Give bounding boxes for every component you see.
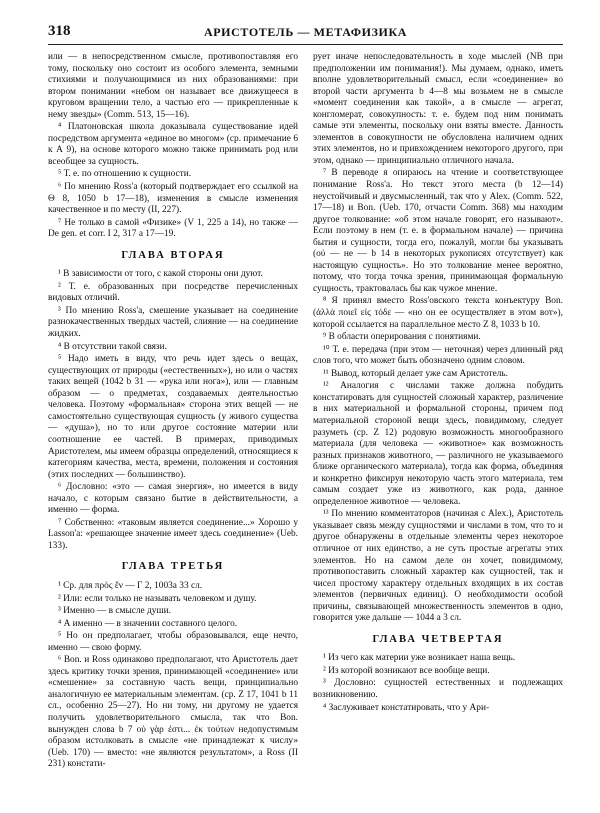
ch4-note-3: ³ Дословно: сущностей естественных и подлежащих возникновению. bbox=[313, 678, 563, 700]
ch3-note-4: ⁴ А именно — в значении составного целого. bbox=[58, 618, 238, 629]
ch3-note-2: ² Или: если только не называть человеком и душу. bbox=[58, 593, 257, 604]
ch4-note-1: ¹ Из чего как материи уже возникает наша вещь. bbox=[323, 653, 516, 664]
ch3-note-6: ⁶ Bon. и Ross одинаково предполагают, что Аристотель дает здесь критику точки зрения, принимающей «соединение» или «смешение» за составную часть вещи, принципиально аналогичную ее материальным элементам. (ср. Z 17, 1041 b 11 сл., особенно 25—27). Но ни тому, ни другому не удается получить удовлетворительного смысла, так что Bon. вынужден слова b 7 οὐ γὰρ ἐστι... ἐκ τούτων недопустимым образом истолковать в смысле «не принадлежат к числу» (Ueb. 170) — вместо: «не являются результатом», а Ross (II 231) констати- bbox=[48, 655, 298, 770]
ch2-note-6: ⁶ Дословно: «это — самая энергия», но имеется в виду начало, с которым связано бытие в действительности, а именно — форма. bbox=[48, 482, 298, 516]
running-header bbox=[48, 20, 563, 45]
chapter-heading-3: ГЛАВА ТРЕТЬЯ bbox=[121, 561, 225, 573]
note-continuation-right: рует иначе непоследовательность в ходе мыслей (NB при предположении им понимания!). Мы думаем, однако, иметь вполне удовлетворительный смысл, если «соединение» во второй части аргумента b 4—8 мы возьмем не в смысле «момент соединения как такой», а в смысле — агрегат, конгломерат, совокупность: т. е. будем под ним понимать самые эти элементы, поскольку они взяты вместе. Данность элементов в совокупности не обусловлена наличием одних этих элементов, но и привхождением некоторого другого, при этом, однако — принципиально отличного начала. bbox=[313, 52, 563, 166]
ch2-note-1: ¹ В зависимости от того, с какой стороны они дуют. bbox=[58, 269, 263, 280]
ch2-note-4: ⁴ В отсутствии такой связи. bbox=[58, 341, 167, 352]
right-column bbox=[313, 52, 563, 804]
ch3-note-13: ¹³ По мнению комментаторов (начиная с Alex.), Аристотель указывает связь между сущностями и числами в том, что то и другое обнаружены в отдельные элементы через некоторое отличное от них единство, а не суть простые агрегаты этих элементов. Но на самом деле он хочет, повидимому, противопоставить сложный характер как сущностей, так и чисел простому характеру отдельных входящих в их состав элементов (первичных единиц). О необходимости особой причины, связывающей множественность элементов в одно, говорится уже дальше — 1044 a 3 сл. bbox=[313, 509, 563, 624]
ch3-note-10: ¹⁰ Т. е. передача (при этом — неточная) через длинный ряд слов того, что может быть обозначено одним словом. bbox=[313, 344, 563, 367]
ch3-note-9: ⁹ В области оперирования с понятиями. bbox=[323, 332, 481, 343]
ch3-note-5: ⁵ Но он предполагает, чтобы образовывался, еще нечто, именно — свою форму. bbox=[48, 631, 298, 653]
left-column bbox=[48, 52, 298, 804]
ch3-note-12: ¹² Аналогия с числами также должна побудить констатировать для сущностей сложный характер, различение в них материальной и формальной стороны, причем под материальной стороной вещи здесь, повидимому, следует разуметь (ср. Z 12) родовую возможность многообразного материала (для человека — «животное» как возможность разных признаков животного, — различного не указываемого ближе органического материала), тогда как форма, объединяя и конкретно фиксируя некоторую часть этого материала, тем самым создает уже из животного, как рода, данное определенное животное — человека. bbox=[313, 381, 563, 507]
note-4: ⁴ Платоновская школа доказывала существование идей посредством аргумента «единое во многом» (ср. примечание 6 к А 9), на основе которого можно также принимать род или всеобщее за сущность. bbox=[48, 122, 298, 167]
ch2-note-2: ² Т. е. образованных при посредстве перечисленных видовых отличий. bbox=[48, 281, 298, 304]
note-6: ⁶ По мнению Ross'а (который подтверждает его ссылкой на Θ 8, 1050 b 17—18), изменения в смысле изменения качественное и по месту (II, 227). bbox=[48, 182, 298, 216]
note-continuation: или — в непосредственном смысле, противопоставляя его тому, поскольку оно состоит из особого элемента, земными стихиями и получающимися из них образованиями: при втором понимании «небом он называет все движущееся в круговом вращении тело, а частью его — прикрепленные к нему звезды» (Comm. 513, 15—16). bbox=[48, 52, 298, 120]
ch2-note-5: ⁵ Надо иметь в виду, что речь идет здесь о вещах, существующих от природы («естественных»), но или о частях таких вещей (1042 b 31 — «рука или нога»), или — главным образом — о предметах, создаваемых деятельностью человека. Поэтому «формальная» сторона этих вещей — не самостоятельно существующая сущность (у живого существа — «душа»), но то или другое состояние материи или соотношение ее частей. В примерах, приводимых Аристотелем, мы имеем образцы определений, относящиеся к категориям качества, места, времени, положения и состояния (этих последних — большинство). bbox=[48, 354, 298, 480]
note-7: ⁷ Не только в самой «Физике» (V 1, 225 a 14), но также — De gen. et corr. I 2, 317 a 17—19. bbox=[48, 217, 298, 240]
chapter-heading-2: ГЛАВА ВТОРАЯ bbox=[121, 249, 225, 261]
ch4-note-2: ² Из которой возникают все вообще вещи. bbox=[323, 665, 490, 676]
ch2-note-3: ³ По мнению Ross'a, смешение указывает на соединение разнокачественных твердых частей, слияние — на соединение жидких. bbox=[48, 305, 298, 340]
ch3-note-1: ¹ Ср. для πρὸς ἕν — Г 2, 1003a 33 сл. bbox=[58, 580, 203, 591]
ch3-note-3: ³ Именно — в смысле души. bbox=[58, 606, 171, 617]
chapter-heading-4: ГЛАВА ЧЕТВЕРТАЯ bbox=[372, 633, 504, 645]
page-number: 318 bbox=[48, 23, 71, 39]
running-title: АРИСТОТЕЛЬ — МЕТАФИЗИКА bbox=[203, 25, 408, 39]
ch4-note-4: ⁴ Заслуживает констатировать, что у Ари- bbox=[323, 702, 490, 713]
ch3-note-8: ⁸ Я принял вместо Ross'овского текста конъектуру Bon. (ἀλλὰ ποιεῖ εἰς τόδε — «но он ее осуществляет в этом вот»), которой ссылается на параллельное место Z 8, 1033 b 10. bbox=[313, 296, 563, 330]
ch2-note-7: ⁷ Собственно: «таковым является соединение...» Хорошо у Lasson'а: «решающее значение имеет здесь соединение» (Ueb. 133). bbox=[48, 517, 298, 551]
ch3-note-11: ¹¹ Вывод, который делает уже сам Аристотель. bbox=[323, 368, 509, 379]
ch3-note-7: ⁷ В переводе я опираюсь на чтение и соответствующее понимание Ross'а. Но текст этого места (b 12—14) неустойчивый и двусмысленный, так что у Alex. (Comm. 522, 17—18) и Bon. (Ueb. 170, отчасти Comm. 368) мы находим другое толкование: «об этом начале говорят, его называют». Если поэтому в нем (т. е. в формальном начале) — причина бытия и сущности, тогда его, пожалуй, могли бы указывать (οὐ — не — b 14 в некоторых рукописях отсутствует) как настоящую сущность». Но это толкование менее вероятно, потому, что тогда точка зрения, принимающая формальную сущность, трактовалась бы как чужое мнение. bbox=[313, 168, 563, 294]
note-5: ⁵ Т. е. по отношению к сущности. bbox=[58, 169, 192, 180]
